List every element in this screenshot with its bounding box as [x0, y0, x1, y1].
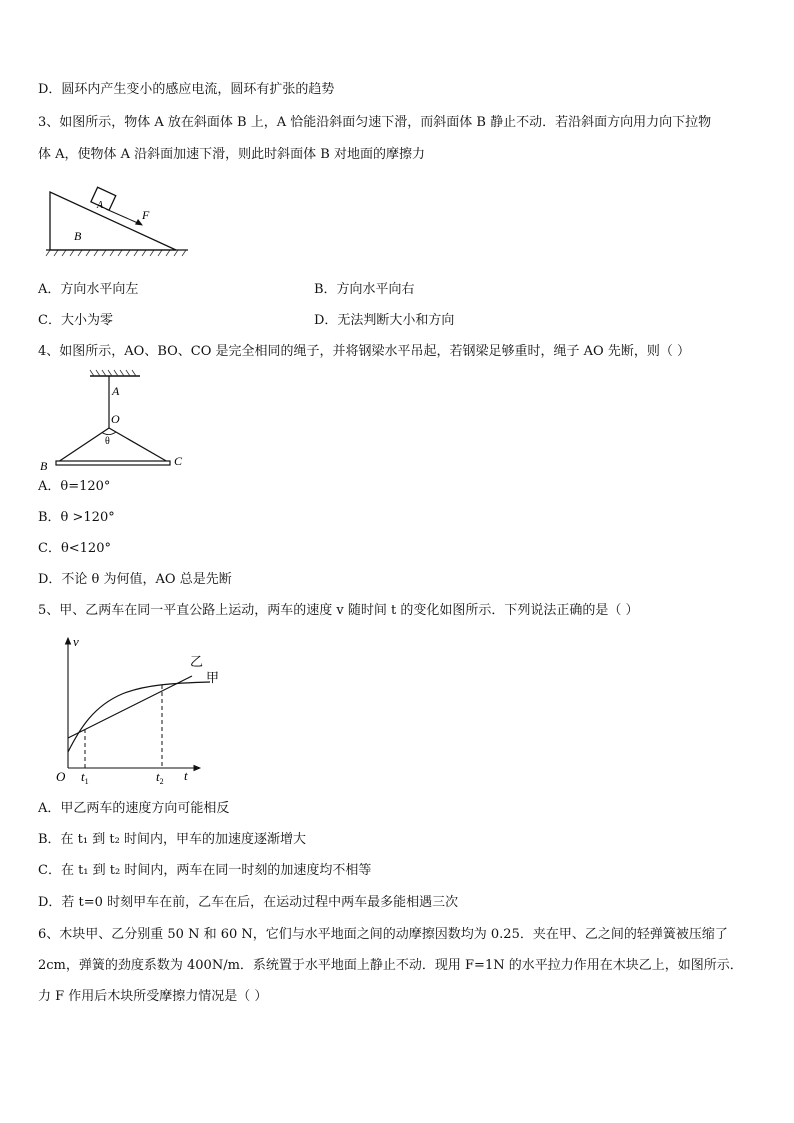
series-jia-label: 甲: [206, 670, 220, 685]
block-label-a: A: [97, 200, 104, 211]
wedge-label-b: B: [74, 229, 82, 243]
q5-option-a: A．甲乙两车的速度方向可能相反: [38, 801, 230, 816]
q6-stem-line-1: 6、木块甲、乙分别重 50 N 和 60 N，它们与水平地面之间的动摩擦因数均为 0.25．夹在甲、乙之间的轻弹簧被压缩了: [38, 927, 728, 942]
q3-stem-line-1: 3、如图所示，物体 A 放在斜面体 B 上，A 恰能沿斜面匀速下滑，而斜面体 B 静止不动．若沿斜面方向用力向下拉物: [38, 115, 712, 130]
incline-figure: [40, 186, 190, 258]
svg-text:t1: [81, 769, 89, 786]
axis-t-label: t: [184, 768, 188, 783]
point-o-label: O: [111, 412, 120, 426]
q4-option-b: B．θ >120°: [38, 510, 115, 525]
q5-option-c: C．在 t₁ 到 t₂ 时间内，两车在同一时刻的加速度均不相等: [38, 863, 372, 878]
svg-text:t2: [156, 769, 164, 786]
t2-subscript: 2: [159, 777, 164, 786]
point-a-label: A: [112, 384, 120, 398]
q3-option-a: A．方向水平向左: [38, 282, 139, 297]
q3-option-c: C．大小为零: [38, 313, 113, 328]
origin-label: O: [56, 769, 66, 784]
q6-stem-line-2: 2cm，弹簧的劲度系数为 400N/m．系统置于水平地面上静止不动．现用 F=1N 的水平拉力作用在木块乙上，如图所示．: [38, 958, 743, 973]
velocity-time-graph: [52, 630, 232, 788]
q5-stem: 5、甲、乙两车在同一平直公路上运动，两车的速度 v 随时间 t 的变化如图所示．下列说法正确的是（ ）: [38, 603, 639, 618]
q4-option-a: A．θ=120°: [38, 479, 111, 494]
series-yi-label: 乙: [190, 654, 204, 669]
q3-option-d: D．无法判断大小和方向: [314, 313, 455, 328]
t2-label: t: [156, 769, 160, 784]
q4-option-c: C．θ<120°: [38, 541, 111, 556]
q3-stem-line-2: 体 A，使物体 A 沿斜面加速下滑，则此时斜面体 B 对地面的摩擦力: [38, 147, 425, 162]
force-label-f: F: [142, 208, 150, 222]
t1-subscript: 1: [84, 777, 89, 786]
t1-label: t: [81, 769, 85, 784]
axis-v-label: v: [73, 634, 79, 649]
q3-option-b: B．方向水平向右: [314, 282, 415, 297]
point-c-label: C: [174, 454, 183, 468]
q2-option-d: D．圆环内产生变小的感应电流，圆环有扩张的趋势: [38, 82, 335, 97]
q5-option-b: B．在 t₁ 到 t₂ 时间内，甲车的加速度逐渐增大: [38, 832, 306, 847]
point-b-label: B: [40, 459, 48, 473]
theta-label: θ: [105, 436, 110, 447]
q4-option-d: D．不论 θ 为何值，AO 总是先断: [38, 572, 232, 587]
q5-option-d: D．若 t=0 时刻甲车在前，乙车在后，在运动过程中两车最多能相遇三次: [38, 895, 459, 910]
q6-stem-line-3: 力 F 作用后木块所受摩擦力情况是（ ）: [38, 989, 268, 1004]
ropes-figure: [38, 366, 198, 474]
q4-stem: 4、如图所示，AO、BO、CO 是完全相同的绳子，并将钢梁水平吊起，若钢梁足够重时，绳子 AO 先断，则（ ）: [38, 344, 690, 359]
